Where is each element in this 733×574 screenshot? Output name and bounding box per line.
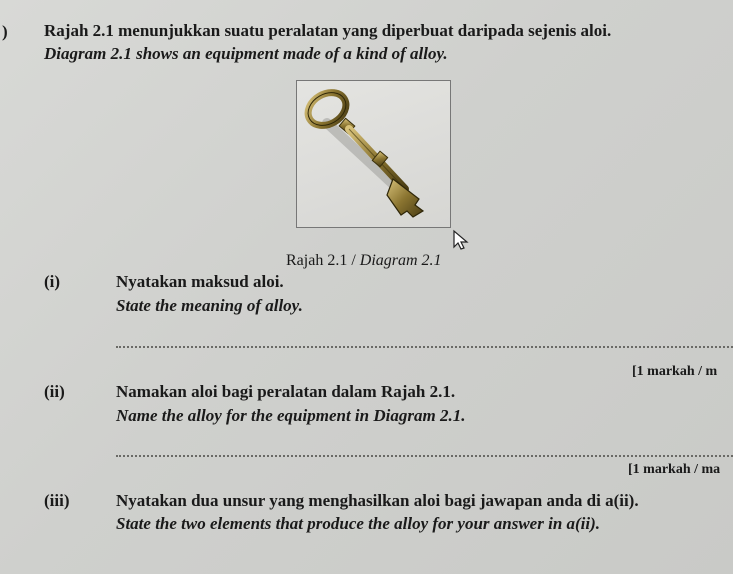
caption-english: Diagram 2.1 [359, 252, 442, 269]
question-3-label: (iii) [44, 491, 70, 510]
question-1-english: State the meaning of alloy. [116, 296, 303, 315]
question-1-marks: [1 markah / m [632, 364, 718, 379]
question-2-marks: [1 markah / ma [628, 462, 721, 477]
question-1-label: (i) [44, 272, 61, 291]
question-3-malay: Nyatakan dua unsur yang menghasilkan aloi bagi jawapan anda di a(ii). [116, 491, 639, 510]
question-2-label: (ii) [44, 382, 65, 401]
key-icon [297, 81, 450, 227]
question-2-malay: Namakan aloi bagi peralatan dalam Rajah 2.1. [116, 382, 456, 401]
cursor-arrow-icon [451, 229, 471, 251]
caption-malay: Rajah 2.1 / [286, 252, 360, 269]
answer-line-2[interactable] [116, 455, 733, 457]
question-3-english: State the two elements that produce the alloy for your answer in a(ii). [116, 514, 601, 533]
diagram-frame [296, 80, 451, 228]
question-2-english: Name the alloy for the equipment in Diagram 2.1. [116, 406, 466, 425]
figure-caption [286, 252, 442, 270]
intro-english: Diagram 2.1 shows an equipment made of a kind of alloy. [44, 44, 448, 63]
answer-line-1[interactable] [116, 346, 733, 348]
bracket-mark: ) [2, 22, 8, 41]
question-1-malay: Nyatakan maksud aloi. [116, 272, 284, 291]
intro-malay: Rajah 2.1 menunjukkan suatu peralatan yang diperbuat daripada sejenis aloi. [44, 21, 612, 40]
